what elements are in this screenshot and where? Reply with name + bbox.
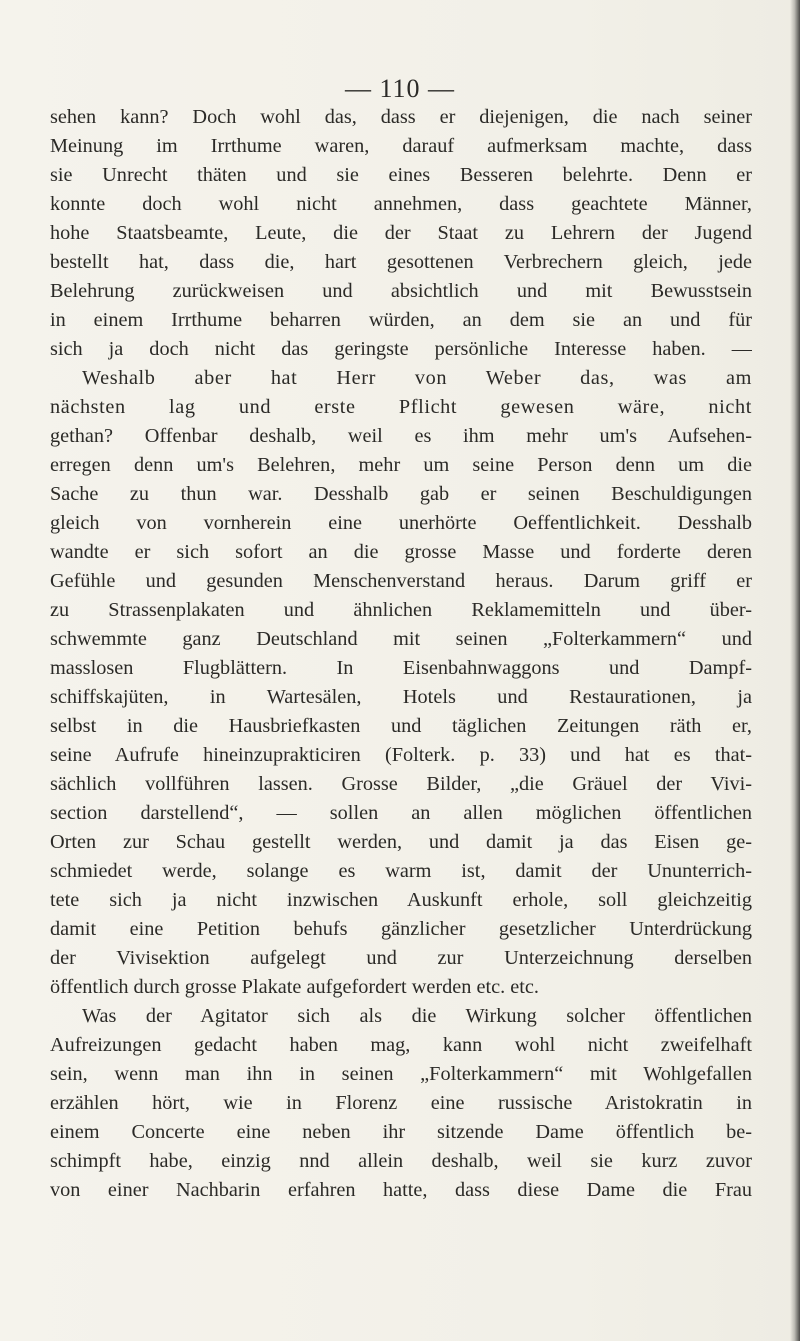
text-line: sie Unrecht thäten und sie eines Besseren belehrte. Denn er bbox=[50, 164, 752, 186]
text-line: sehen kann? Doch wohl das, dass er diejenigen, die nach seiner bbox=[50, 106, 752, 128]
text-line: schmiedet werde, solange es warm ist, damit der Ununterrich- bbox=[50, 860, 752, 882]
text-line: sich ja doch nicht das geringste persönliche Interesse haben. — bbox=[50, 338, 752, 360]
text-line: damit eine Petition behufs gänzlicher gesetzlicher Unterdrückung bbox=[50, 918, 752, 940]
text-line: Gefühle und gesunden Menschenverstand heraus. Darum griff er bbox=[50, 570, 752, 592]
text-line: der Vivisektion aufgelegt und zur Unterzeichnung derselben bbox=[50, 947, 752, 969]
text-line: konnte doch wohl nicht annehmen, dass geachtete Männer, bbox=[50, 193, 752, 215]
text-line: hohe Staatsbeamte, Leute, die der Staat zu Lehrern der Jugend bbox=[50, 222, 752, 244]
text-line: erzählen hört, wie in Florenz eine russische Aristokratin in bbox=[50, 1092, 752, 1114]
text-line: in einem Irrthume beharren würden, an dem sie an und für bbox=[50, 309, 752, 331]
text-line: gleich von vornherein eine unerhörte Oeffentlichkeit. Desshalb bbox=[50, 512, 752, 534]
text-line: Was der Agitator sich als die Wirkung solcher öffentlichen bbox=[82, 1005, 752, 1027]
text-line: seine Aufrufe hineinzuprakticiren (Folterk. p. 33) und hat es that- bbox=[50, 744, 752, 766]
text-line: nächsten lag und erste Pflicht gewesen wäre, nicht bbox=[50, 396, 752, 418]
text-line: sächlich vollführen lassen. Grosse Bilder, „die Gräuel der Vivi- bbox=[50, 773, 752, 795]
text-line: tete sich ja nicht inzwischen Auskunft erhole, soll gleichzeitig bbox=[50, 889, 752, 911]
text-line: Sache zu thun war. Desshalb gab er seinen Beschuldigungen bbox=[50, 483, 752, 505]
text-line: öffentlich durch grosse Plakate aufgefordert werden etc. etc. bbox=[50, 976, 539, 998]
text-line: zu Strassenplakaten und ähnlichen Reklamemitteln und über- bbox=[50, 599, 752, 621]
text-line: erregen denn um's Belehren, mehr um seine Person denn um die bbox=[50, 454, 752, 476]
text-line: schiffskajüten, in Wartesälen, Hotels und Restaurationen, ja bbox=[50, 686, 752, 708]
text-line: schimpft habe, einzig nnd allein deshalb, weil sie kurz zuvor bbox=[50, 1150, 752, 1172]
text-line: Meinung im Irrthume waren, darauf aufmerksam machte, dass bbox=[50, 135, 752, 157]
text-line: Aufreizungen gedacht haben mag, kann wohl nicht zweifelhaft bbox=[50, 1034, 752, 1056]
text-line: einem Concerte eine neben ihr sitzende Dame öffentlich be- bbox=[50, 1121, 752, 1143]
text-line: Weshalb aber hat Herr von Weber das, was am bbox=[82, 367, 752, 389]
page-edge-shadow bbox=[790, 0, 800, 1341]
text-line: selbst in die Hausbriefkasten und täglichen Zeitungen räth er, bbox=[50, 715, 752, 737]
body-text bbox=[50, 103, 752, 1205]
text-line: schwemmte ganz Deutschland mit seinen „Folterkammern“ und bbox=[50, 628, 752, 650]
text-line: section darstellend“, — sollen an allen möglichen öffentlichen bbox=[50, 802, 752, 824]
text-line: Belehrung zurückweisen und absichtlich und mit Bewusstsein bbox=[50, 280, 752, 302]
page-number: — 110 — bbox=[344, 74, 456, 103]
text-line: von einer Nachbarin erfahren hatte, dass diese Dame die Frau bbox=[50, 1179, 752, 1201]
text-line: wandte er sich sofort an die grosse Masse und forderte deren bbox=[50, 541, 752, 563]
text-line: gethan? Offenbar deshalb, weil es ihm mehr um's Aufsehen- bbox=[50, 425, 752, 447]
text-line: Orten zur Schau gestellt werden, und damit ja das Eisen ge- bbox=[50, 831, 752, 853]
text-line: masslosen Flugblättern. In Eisenbahnwaggons und Dampf- bbox=[50, 657, 752, 679]
text-line: bestellt hat, dass die, hart gesottenen Verbrechern gleich, jede bbox=[50, 251, 752, 273]
text-line: sein, wenn man ihn in seinen „Folterkammern“ mit Wohlgefallen bbox=[50, 1063, 752, 1085]
